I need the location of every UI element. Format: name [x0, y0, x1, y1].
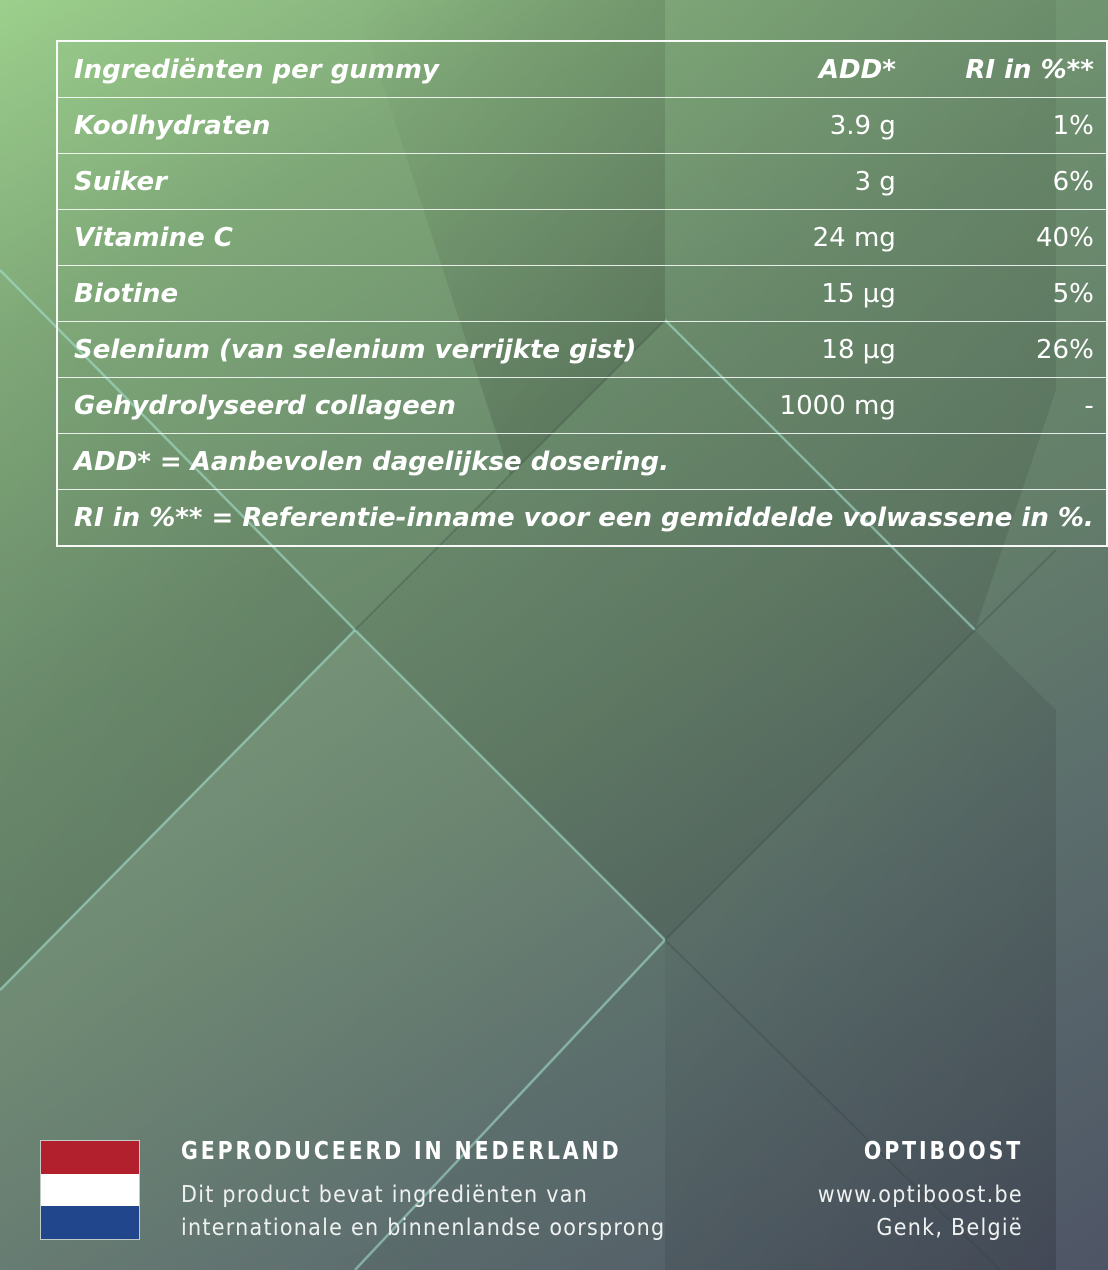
- ingredient-add: 15 µg: [700, 266, 908, 322]
- netherlands-flag-icon: [40, 1140, 140, 1240]
- ingredient-name: Biotine: [57, 266, 700, 322]
- ingredient-ri: 1%: [908, 98, 1107, 154]
- ingredient-ri: -: [908, 378, 1107, 434]
- table-row: [57, 210, 1107, 266]
- header-ri: RI in %**: [965, 54, 1094, 85]
- table-header-row: [57, 41, 1107, 98]
- ingredient-name: Gehydrolyseerd collageen: [57, 378, 700, 434]
- ingredient-ri: 40%: [908, 210, 1107, 266]
- flag-stripe-white: [41, 1174, 139, 1207]
- website-link[interactable]: www.optiboost.be: [817, 1182, 1023, 1208]
- ingredient-ri: 26%: [908, 322, 1107, 378]
- brand-name: OPTIBOOST: [863, 1136, 1023, 1165]
- ingredient-add: 1000 mg: [700, 378, 908, 434]
- ingredient-name: Koolhydraten: [57, 98, 700, 154]
- flag-stripe-blue: [41, 1206, 139, 1239]
- origin-line-2: internationale en binnenlandse oorsprong: [181, 1215, 666, 1241]
- header-add: ADD*: [818, 54, 896, 85]
- footnote-ri: RI in %** = Referentie-inname voor een gemiddelde volwassene in %.: [57, 490, 1107, 547]
- nutrition-table: [56, 40, 1108, 547]
- footnote-add: ADD* = Aanbevolen dagelijkse dosering.: [57, 434, 1107, 490]
- flag-stripe-red: [41, 1141, 139, 1174]
- table-row: [57, 378, 1107, 434]
- brand-contact: [818, 1179, 1023, 1245]
- origin-title: GEPRODUCEERD IN NEDERLAND: [181, 1136, 622, 1165]
- ingredient-name: Selenium (van selenium verrijkte gist): [57, 322, 700, 378]
- header-ingredients: Ingrediënten per gummy: [74, 54, 439, 85]
- ingredient-add: 18 µg: [700, 322, 908, 378]
- ingredient-add: 24 mg: [700, 210, 908, 266]
- table-row: [57, 98, 1107, 154]
- ingredient-ri: 6%: [908, 154, 1107, 210]
- ingredient-name: Suiker: [57, 154, 700, 210]
- origin-description: [181, 1179, 665, 1245]
- ingredient-ri: 5%: [908, 266, 1107, 322]
- table-row: [57, 266, 1107, 322]
- footnote-row: [57, 490, 1107, 547]
- table-row: [57, 154, 1107, 210]
- ingredient-add: 3.9 g: [700, 98, 908, 154]
- origin-line-1: Dit product bevat ingrediënten van: [181, 1182, 589, 1208]
- ingredient-name: Vitamine C: [57, 210, 700, 266]
- brand-location: Genk, België: [876, 1215, 1023, 1241]
- footnote-row: [57, 434, 1107, 490]
- ingredient-add: 3 g: [700, 154, 908, 210]
- table-row: [57, 322, 1107, 378]
